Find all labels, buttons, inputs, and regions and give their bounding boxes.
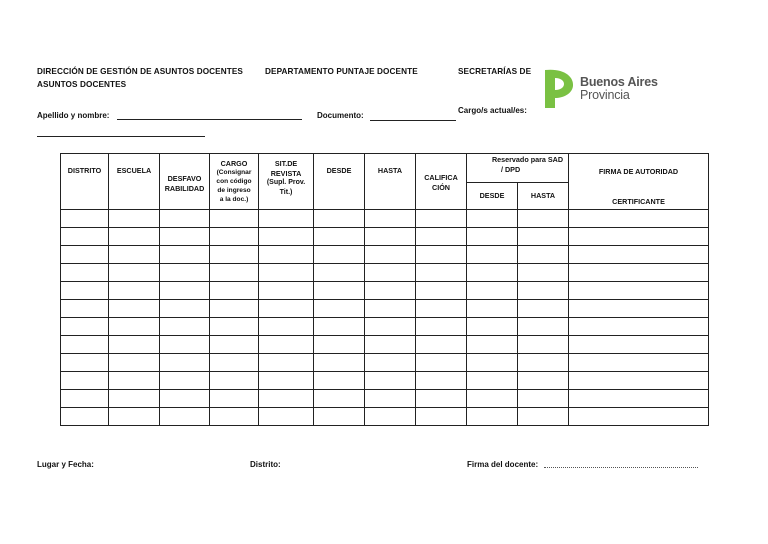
departamento-title: DEPARTAMENTO PUNTAJE DOCENTE	[265, 67, 418, 76]
table-cell[interactable]	[109, 300, 160, 318]
col-header-desfavorabilidad: DESFAVO RABILIDAD	[160, 154, 210, 210]
table-cell[interactable]	[569, 318, 709, 336]
col-header-desde: DESDE	[314, 154, 365, 210]
table-cell[interactable]	[518, 228, 569, 246]
table-cell[interactable]	[467, 354, 518, 372]
table-cell[interactable]	[109, 318, 160, 336]
table-cell[interactable]	[160, 408, 210, 426]
table-cell[interactable]	[467, 264, 518, 282]
table-cell[interactable]	[109, 354, 160, 372]
logo-text-buenos-aires: Buenos Aires	[580, 75, 658, 89]
table-cell[interactable]	[61, 372, 109, 390]
table-cell[interactable]	[365, 264, 416, 282]
table-cell[interactable]	[259, 336, 314, 354]
table-cell[interactable]	[365, 228, 416, 246]
table-cell[interactable]	[210, 300, 259, 318]
table-cell[interactable]	[569, 336, 709, 354]
col-header-reservado: Reservado para SAD / DPD	[467, 154, 569, 183]
col-header-situacion-revista: SIT.DE REVISTA (Supl. Prov. Tit.)	[259, 154, 314, 210]
table-cell[interactable]	[210, 318, 259, 336]
table-cell[interactable]	[314, 354, 365, 372]
table-cell[interactable]	[210, 372, 259, 390]
table-cell[interactable]	[259, 282, 314, 300]
table-cell[interactable]	[109, 336, 160, 354]
table-cell[interactable]	[160, 300, 210, 318]
apellido-label: Apellido y nombre:	[37, 111, 110, 120]
table-cell[interactable]	[109, 408, 160, 426]
table-cell[interactable]	[61, 336, 109, 354]
table-cell[interactable]	[259, 210, 314, 228]
col-header-reservado-hasta: HASTA	[518, 183, 569, 210]
table-cell[interactable]	[518, 390, 569, 408]
table-cell[interactable]	[416, 408, 467, 426]
table-cell[interactable]	[61, 282, 109, 300]
table-cell[interactable]	[416, 336, 467, 354]
table-row	[61, 210, 709, 228]
table-row	[61, 390, 709, 408]
table-cell[interactable]	[61, 318, 109, 336]
firma-docente-field[interactable]	[544, 467, 698, 468]
secretarias-title: SECRETARÍAS DE	[458, 67, 532, 76]
table-cell[interactable]	[160, 246, 210, 264]
table-cell[interactable]	[467, 408, 518, 426]
table-cell[interactable]	[467, 372, 518, 390]
table-cell[interactable]	[109, 210, 160, 228]
table-cell[interactable]	[518, 246, 569, 264]
table-cell[interactable]	[518, 282, 569, 300]
table-cell[interactable]	[160, 264, 210, 282]
table-cell[interactable]	[259, 318, 314, 336]
table-row	[61, 318, 709, 336]
apellido-field-continued[interactable]	[37, 136, 205, 137]
table-cell[interactable]	[467, 336, 518, 354]
table-cell[interactable]	[259, 372, 314, 390]
table-cell[interactable]	[467, 390, 518, 408]
table-row	[61, 264, 709, 282]
asuntos-docentes-title: ASUNTOS DOCENTES	[37, 80, 127, 89]
documento-label: Documento:	[317, 111, 364, 120]
table-cell[interactable]	[109, 282, 160, 300]
table-cell[interactable]	[61, 354, 109, 372]
table-cell[interactable]	[109, 390, 160, 408]
pba-logo-icon	[543, 68, 575, 110]
table-cell[interactable]	[365, 354, 416, 372]
table-cell[interactable]	[210, 246, 259, 264]
table-cell[interactable]	[467, 246, 518, 264]
table-cell[interactable]	[365, 390, 416, 408]
table-cell[interactable]	[314, 318, 365, 336]
table-cell[interactable]	[61, 228, 109, 246]
table-cell[interactable]	[365, 282, 416, 300]
table-cell[interactable]	[365, 336, 416, 354]
table-cell[interactable]	[210, 228, 259, 246]
table-row	[61, 282, 709, 300]
col-header-hasta: HASTA	[365, 154, 416, 210]
table-cell[interactable]	[416, 300, 467, 318]
table-row	[61, 336, 709, 354]
table-cell[interactable]	[210, 264, 259, 282]
table-cell[interactable]	[259, 300, 314, 318]
table-cell[interactable]	[416, 390, 467, 408]
table-cell[interactable]	[160, 228, 210, 246]
table-cell[interactable]	[314, 264, 365, 282]
table-cell[interactable]	[365, 210, 416, 228]
table-cell[interactable]	[416, 246, 467, 264]
table-cell[interactable]	[160, 336, 210, 354]
col-header-reservado-desde: DESDE	[467, 183, 518, 210]
table-cell[interactable]	[314, 372, 365, 390]
table-cell[interactable]	[518, 300, 569, 318]
table-cell[interactable]	[416, 318, 467, 336]
table-cell[interactable]	[569, 372, 709, 390]
table-cell[interactable]	[210, 390, 259, 408]
table-cell[interactable]	[314, 228, 365, 246]
table-cell[interactable]	[518, 372, 569, 390]
table-cell[interactable]	[160, 372, 210, 390]
table-row	[61, 354, 709, 372]
table-cell[interactable]	[416, 228, 467, 246]
col-header-cargo: CARGO (Consignar con código de ingreso a la doc.)	[210, 154, 259, 210]
table-cell[interactable]	[467, 282, 518, 300]
lugar-fecha-label: Lugar y Fecha:	[37, 460, 94, 469]
table-cell[interactable]	[160, 390, 210, 408]
documento-field[interactable]	[370, 120, 456, 121]
table-cell[interactable]	[416, 264, 467, 282]
table-cell[interactable]	[518, 318, 569, 336]
table-cell[interactable]	[61, 300, 109, 318]
table-cell[interactable]	[210, 408, 259, 426]
table-cell[interactable]	[518, 336, 569, 354]
table-cell[interactable]	[314, 282, 365, 300]
antecedentes-table	[60, 153, 709, 426]
table-cell[interactable]	[109, 228, 160, 246]
table-cell[interactable]	[210, 354, 259, 372]
table-cell[interactable]	[259, 354, 314, 372]
table-cell[interactable]	[416, 210, 467, 228]
table-cell[interactable]	[259, 228, 314, 246]
direccion-title: DIRECCIÓN DE GESTIÓN DE ASUNTOS DOCENTES	[37, 67, 243, 76]
table-cell[interactable]	[416, 282, 467, 300]
table-cell[interactable]	[61, 390, 109, 408]
table-cell[interactable]	[365, 246, 416, 264]
distrito-footer-label: Distrito:	[250, 460, 281, 469]
table-cell[interactable]	[569, 264, 709, 282]
table-cell[interactable]	[569, 246, 709, 264]
table-cell[interactable]	[109, 372, 160, 390]
table-cell[interactable]	[210, 282, 259, 300]
table-cell[interactable]	[569, 228, 709, 246]
table-cell[interactable]	[467, 228, 518, 246]
table-row	[61, 228, 709, 246]
table-cell[interactable]	[518, 354, 569, 372]
table-cell[interactable]	[259, 408, 314, 426]
table-cell[interactable]	[518, 408, 569, 426]
table-cell[interactable]	[314, 336, 365, 354]
table-cell[interactable]	[569, 354, 709, 372]
table-row	[61, 300, 709, 318]
table-cell[interactable]	[365, 408, 416, 426]
col-header-firma-autoridad: FIRMA DE AUTORIDAD CERTIFICANTE	[569, 154, 709, 210]
table-cell[interactable]	[569, 408, 709, 426]
col-header-calificacion: CALIFICA CIÓN	[416, 154, 467, 210]
table-cell[interactable]	[314, 246, 365, 264]
table-cell[interactable]	[467, 318, 518, 336]
table-row	[61, 408, 709, 426]
table-cell[interactable]	[259, 246, 314, 264]
firma-docente-label: Firma del docente:	[467, 460, 539, 469]
table-cell[interactable]	[569, 210, 709, 228]
table-cell[interactable]	[160, 282, 210, 300]
table-cell[interactable]	[365, 372, 416, 390]
table-cell[interactable]	[160, 354, 210, 372]
col-header-distrito: DISTRITO	[61, 154, 109, 210]
table-cell[interactable]	[61, 210, 109, 228]
table-cell[interactable]	[109, 246, 160, 264]
table-cell[interactable]	[518, 210, 569, 228]
table-cell[interactable]	[416, 354, 467, 372]
table-cell[interactable]	[210, 210, 259, 228]
table-cell[interactable]	[569, 300, 709, 318]
table-row	[61, 246, 709, 264]
table-cell[interactable]	[61, 408, 109, 426]
table-cell[interactable]	[210, 336, 259, 354]
table-cell[interactable]	[109, 264, 160, 282]
table-cell[interactable]	[467, 210, 518, 228]
table-cell[interactable]	[569, 282, 709, 300]
table-cell[interactable]	[416, 372, 467, 390]
apellido-field[interactable]	[117, 119, 302, 120]
table-cell[interactable]	[467, 300, 518, 318]
table-cell[interactable]	[61, 264, 109, 282]
table-cell[interactable]	[569, 390, 709, 408]
col-header-escuela: ESCUELA	[109, 154, 160, 210]
logo-text-provincia: Provincia	[580, 88, 630, 102]
table-cell[interactable]	[314, 300, 365, 318]
table-cell[interactable]	[365, 300, 416, 318]
table-cell[interactable]	[259, 390, 314, 408]
table-cell[interactable]	[160, 318, 210, 336]
table-cell[interactable]	[365, 318, 416, 336]
table-cell[interactable]	[314, 390, 365, 408]
table-cell[interactable]	[314, 408, 365, 426]
table-cell[interactable]	[259, 264, 314, 282]
table-cell[interactable]	[314, 210, 365, 228]
table-row	[61, 372, 709, 390]
table-cell[interactable]	[160, 210, 210, 228]
cargo-actual-label: Cargo/s actual/es:	[458, 106, 527, 115]
table-cell[interactable]	[61, 246, 109, 264]
table-cell[interactable]	[518, 264, 569, 282]
